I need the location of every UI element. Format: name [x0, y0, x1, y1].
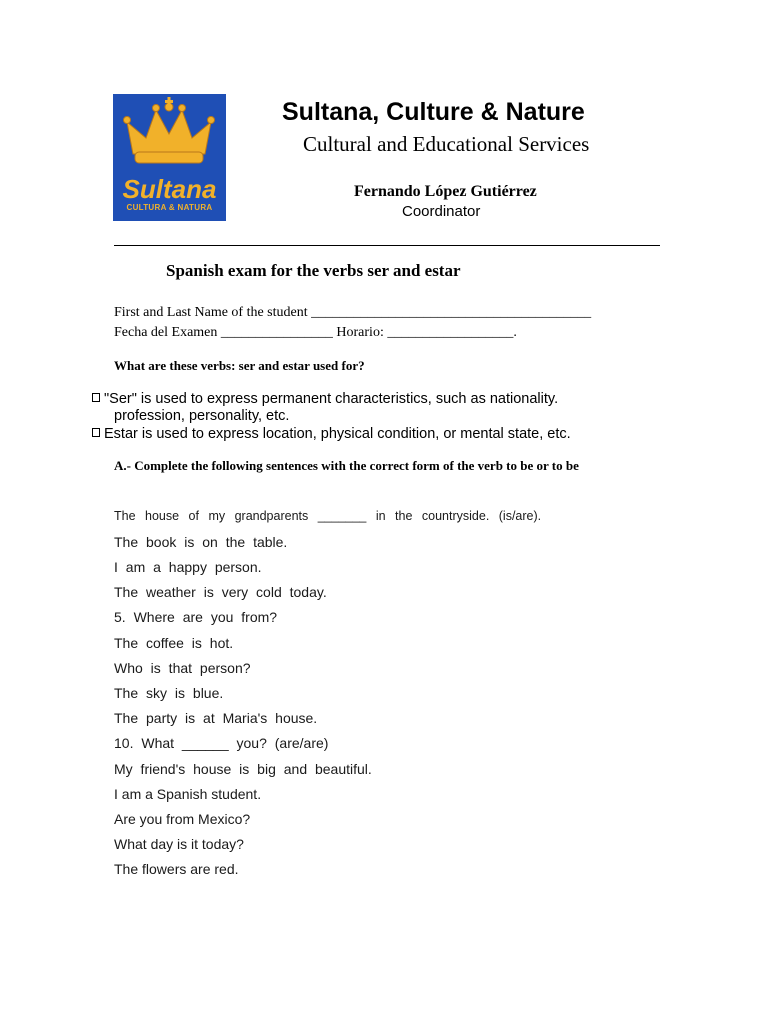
sentence-item: The book is on the table.	[114, 534, 288, 550]
logo-tagline: CULTURA & NATURA	[126, 203, 213, 212]
sentence-item: The coffee is hot.	[114, 635, 234, 651]
bullet-box-icon	[92, 393, 100, 402]
sentence-item: I am a happy person.	[114, 559, 262, 575]
organization-title: Sultana, Culture & Nature	[282, 98, 585, 126]
sentence-item: The house of my grandparents _______ in the countryside. (is/are).	[114, 509, 542, 523]
coordinator-name: Fernando López Gutiérrez	[354, 183, 537, 200]
sentence-item: I am a Spanish student.	[114, 786, 262, 802]
organization-subtitle: Cultural and Educational Services	[303, 132, 590, 156]
sentence-item: The party is at Maria's house.	[114, 710, 318, 726]
section-a-instruction: A.- Complete the following sentences with the correct form of the verb to be or to be	[114, 458, 579, 473]
coordinator-role: Coordinator	[402, 203, 481, 220]
sultana-logo	[113, 94, 226, 221]
sentence-item: Are you from Mexico?	[114, 811, 251, 827]
bullet-estar	[92, 426, 571, 443]
sentence-item: The flowers are red.	[114, 861, 239, 877]
header-divider	[114, 245, 660, 246]
sentence-item: What day is it today?	[114, 836, 244, 852]
bullet-ser	[92, 391, 558, 408]
sentence-item: My friend's house is big and beautiful.	[114, 761, 372, 777]
sentence-item: The sky is blue.	[114, 685, 224, 701]
bullet-ser-text: "Ser" is used to express permanent characteristics, such as nationality.	[104, 391, 559, 407]
student-name-field: First and Last Name of the student ________________________________________	[114, 305, 592, 320]
sentence-item: The weather is very cold today.	[114, 584, 327, 600]
bullet-box-icon	[92, 428, 100, 437]
intro-question: What are these verbs: ser and estar used for?	[114, 358, 365, 373]
logo-wordmark: Sultana	[122, 174, 217, 204]
exam-date-field: Fecha del Examen ________________ Horario: __________________.	[114, 325, 517, 340]
sentence-item: 5. Where are you from?	[114, 609, 278, 625]
bullet-ser-continuation: profession, personality, etc.	[114, 408, 290, 424]
sentence-item: Who is that person?	[114, 660, 251, 676]
bullet-estar-text: Estar is used to express location, physical condition, or mental state, etc.	[104, 426, 571, 442]
sentence-item: 10. What ______ you? (are/are)	[114, 735, 329, 751]
exam-title: Spanish exam for the verbs ser and estar	[166, 261, 461, 280]
